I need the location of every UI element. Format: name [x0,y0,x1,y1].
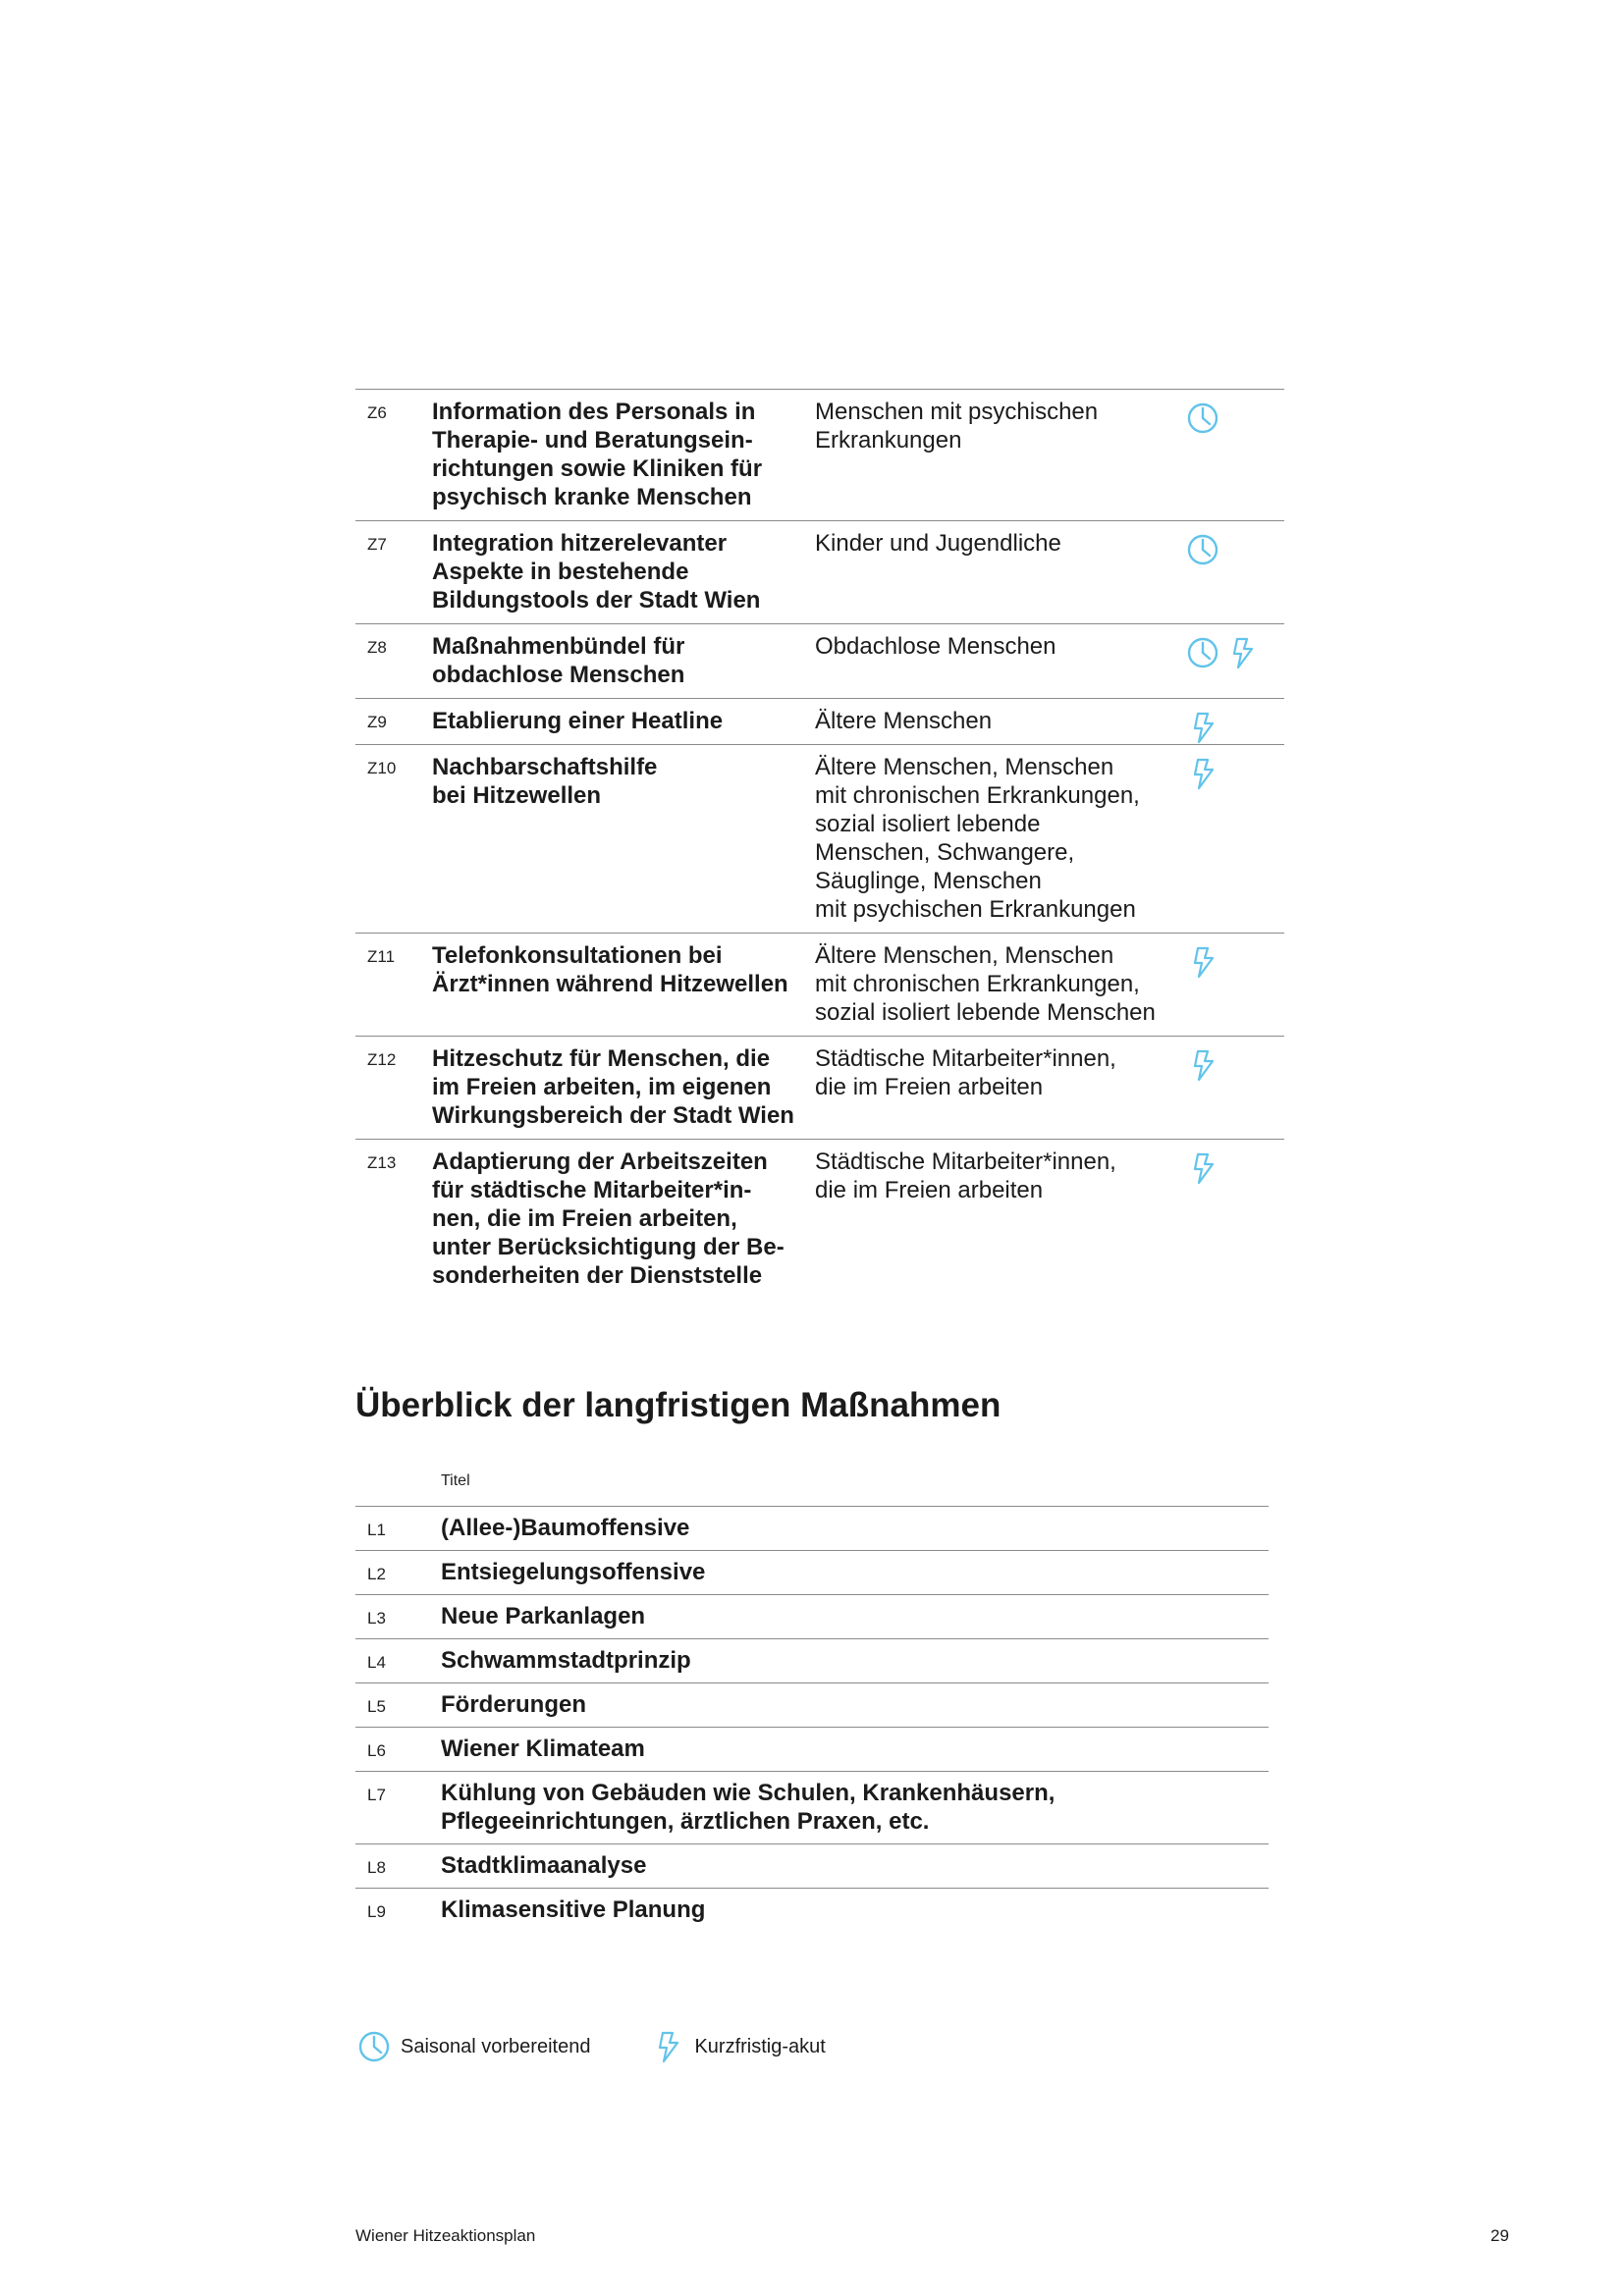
measure-id: Z13 [367,1153,397,1172]
measure-title: Klimasensitive Planung [441,1896,706,1923]
measure-type-icons [1186,398,1284,520]
table-row [355,1844,1269,1889]
table-row [355,1507,1269,1551]
measure-id: L9 [367,1902,386,1921]
page-number: 29 [1490,2226,1509,2245]
table-row [355,1551,1269,1595]
measure-id: L7 [367,1786,386,1804]
measure-title: Nachbarschaftshilfe bei Hitzewellen [432,754,658,809]
target-group: Menschen mit psychischen Erkrankungen [815,399,1099,454]
target-group: Ältere Menschen [815,708,993,734]
target-group: Ältere Menschen, Menschen mit chronischen Erkrankungen, sozial isoliert lebende Menschen, Schwangere, Säuglinge, Menschen mit psychischen Erkrankungen [815,754,1140,923]
lightning-icon [651,2030,684,2063]
measure-title: (Allee-)Baumoffensive [441,1515,690,1541]
measure-title: Maßnahmenbündel für obdachlose Menschen [432,633,685,688]
target-group: Kinder und Jugendliche [815,530,1061,557]
legend-seasonal-label: Saisonal vorbereitend [401,2035,591,2057]
measure-type-icons [1186,1148,1284,1299]
table-row [355,934,1284,1037]
measure-title: Telefonkonsultationen bei Ärzt*innen während Hitzewellen [432,942,788,997]
table-row [355,699,1284,745]
measure-id: Z7 [367,535,387,554]
measure-id: Z8 [367,638,387,657]
measure-id: Z6 [367,403,387,422]
table-row [355,624,1284,699]
measure-title: Hitzeschutz für Menschen, die im Freien arbeiten, im eigenen Wirkungsbereich der Stadt Wien [432,1045,794,1129]
measure-title: Schwammstadtprinzip [441,1647,691,1674]
measure-title: Neue Parkanlagen [441,1603,646,1629]
legend-acute [651,2030,825,2063]
measure-id: Z11 [367,947,396,966]
measure-type-icons [1186,753,1284,933]
short-term-measures-table [355,389,1284,1299]
measure-title: Wiener Klimateam [441,1735,645,1762]
measure-id: L4 [367,1653,386,1672]
table-row [355,1140,1284,1299]
target-group: Städtische Mitarbeiter*innen, die im Freien arbeiten [815,1045,1116,1100]
clock-icon [1186,533,1219,566]
legend [357,2030,887,2063]
lightning-icon [1225,636,1259,669]
clock-icon [1186,636,1219,669]
target-group: Städtische Mitarbeiter*innen, die im Freien arbeiten [815,1148,1116,1203]
footer-document-title: Wiener Hitzeaktionsplan [355,2226,536,2245]
table-row [355,1595,1269,1639]
clock-icon [1186,401,1219,435]
column-header-title: Titel [355,1472,1269,1507]
target-group: Obdachlose Menschen [815,633,1056,660]
long-term-measures-table [355,1472,1269,1932]
table-row [355,390,1284,521]
table-row [355,1772,1269,1844]
lightning-icon [1186,1048,1219,1082]
measure-title: Integration hitzerelevanter Aspekte in bestehende Bildungstools der Stadt Wien [432,530,761,614]
table-row [355,1889,1269,1932]
table-row [355,1639,1269,1683]
measure-type-icons [1186,632,1284,698]
measure-type-icons [1186,529,1284,623]
target-group: Ältere Menschen, Menschen mit chronischen Erkrankungen, sozial isoliert lebende Menschen [815,942,1156,1026]
measure-title: Etablierung einer Heatline [432,708,724,734]
measure-title: Information des Personals in Therapie- und Beratungsein- richtungen sowie Kliniken für psychisch kranke Menschen [432,399,763,510]
table-row [355,1037,1284,1140]
legend-acute-label: Kurzfristig-akut [694,2035,826,2057]
lightning-icon [1186,1151,1219,1185]
measure-type-icons [1186,707,1284,744]
measure-id: L2 [367,1565,386,1583]
table-row [355,521,1284,624]
measure-title: Adaptierung der Arbeitszeiten für städtische Mitarbeiter*in- nen, die im Freien arbeiten, unter Berücksichtigung der Be- sonderheiten der Dienststelle [432,1148,785,1289]
measure-title: Kühlung von Gebäuden wie Schulen, Krankenhäusern, Pflegeeinrichtungen, ärztlichen Praxen, etc. [441,1780,1056,1835]
measure-id: L8 [367,1858,386,1877]
measure-id: Z12 [367,1050,397,1069]
measure-id: Z9 [367,713,387,731]
measure-id: L6 [367,1741,386,1760]
table-row [355,745,1284,934]
measure-title: Stadtklimaanalyse [441,1852,647,1879]
table-row [355,1728,1269,1772]
measure-id: Z10 [367,759,397,777]
table-row [355,1683,1269,1728]
measure-title: Entsiegelungsoffensive [441,1559,706,1585]
clock-icon [357,2030,391,2063]
legend-seasonal [357,2030,590,2063]
measure-id: L3 [367,1609,386,1628]
measure-title: Förderungen [441,1691,586,1718]
lightning-icon [1186,711,1219,744]
measure-type-icons [1186,941,1284,1036]
lightning-icon [1186,945,1219,979]
measure-type-icons [1186,1044,1284,1139]
measure-id: L1 [367,1521,386,1539]
section-title: Überblick der langfristigen Maßnahmen [355,1386,1001,1424]
measure-id: L5 [367,1697,386,1716]
lightning-icon [1186,757,1219,790]
